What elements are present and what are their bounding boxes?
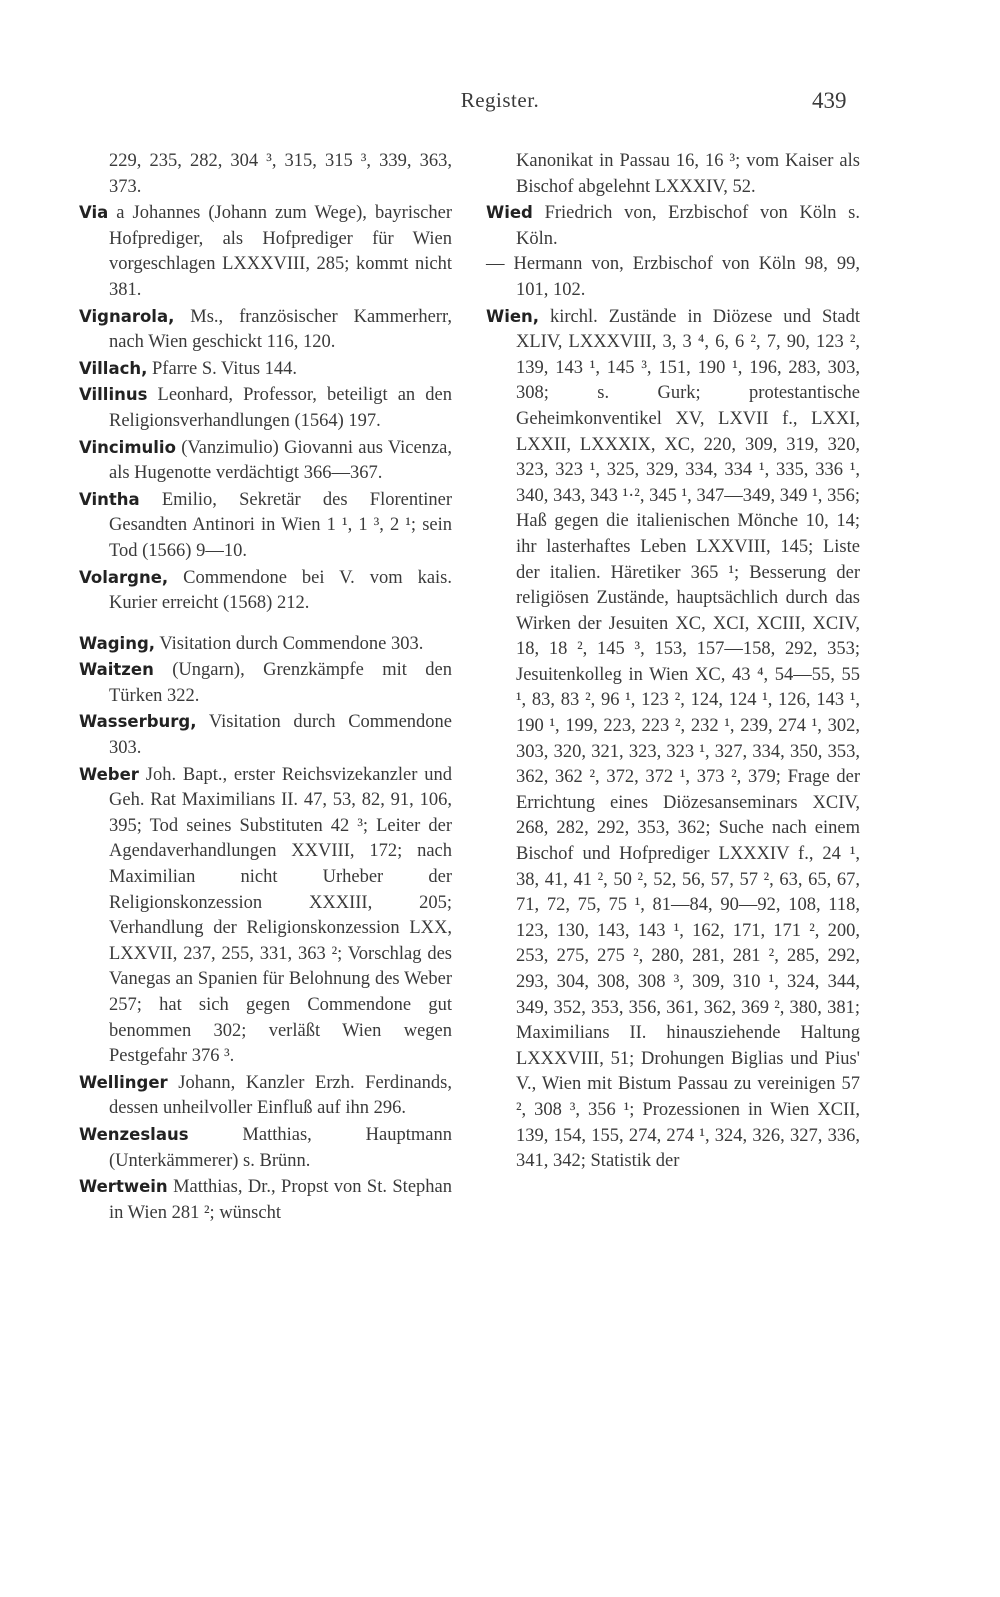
- index-headword: Via: [79, 203, 109, 223]
- index-entry-text: Leonhard, Professor, beteiligt an den Religionsverhandlungen (1564) 197.: [109, 385, 452, 431]
- index-headword: Volargne,: [79, 567, 169, 587]
- index-entry: [79, 657, 452, 709]
- index-entry: [486, 252, 860, 303]
- index-entry-text: Ms., französischer Kammerherr, nach Wien geschickt 116, 120.: [109, 306, 452, 353]
- index-entry: [79, 762, 452, 1070]
- index-entry-text: Matthias, Hauptmann (Unterkämmerer) s. Brünn.: [109, 1124, 452, 1171]
- index-headword: Vignarola,: [79, 306, 175, 326]
- index-entry: [79, 1122, 452, 1174]
- index-entry: [486, 304, 860, 1175]
- index-headword: Wertwein: [79, 1177, 168, 1197]
- index-headword: Villach,: [79, 358, 148, 378]
- right-column: [486, 149, 860, 1175]
- index-entry: [79, 304, 452, 356]
- index-entry: [486, 200, 860, 252]
- running-header: Register.: [460, 88, 540, 112]
- index-entry-text: — Hermann von, Erzbischof von Köln 98, 99, 101, 102.: [486, 254, 860, 300]
- index-headword: Vintha: [79, 489, 140, 509]
- index-headword: Waitzen: [79, 660, 154, 680]
- index-entry-text: Commendone bei V. vom kais. Kurier erreicht (1568) 212.: [109, 567, 452, 614]
- index-entry: [79, 1070, 452, 1122]
- index-entry-text: Visitation durch Commendone 303.: [109, 712, 452, 759]
- index-headword: Waging,: [79, 633, 156, 653]
- index-entry: [79, 356, 452, 383]
- index-headword: Wasserburg,: [79, 712, 197, 732]
- index-entry-text: Friedrich von, Erzbischof von Köln s. Köln.: [516, 203, 860, 249]
- index-entry: [79, 1174, 452, 1226]
- index-entry-text: Pfarre S. Vitus 144.: [147, 358, 298, 379]
- index-entry-text: (Vanzimulio) Giovanni aus Vicenza, als Hugenotte verdächtigt 366—367.: [109, 437, 452, 484]
- index-headword: Wied: [486, 203, 533, 223]
- index-entry: [79, 487, 452, 565]
- index-entry-text: Joh. Bapt., erster Reichsvizekanzler und Geh. Rat Maximilians II. 47, 53, 82, 91, 106, 395; Tod seines Substituten 42 ³; Leiter der Agendaverhandlungen XXVIII, 172; nach Maximilian nicht Urheber der Religionskonzession XXXIII, 205; Verhandlung der Religionskonzession LXX, LXXVII, 237, 255, 331, 363 ²; Vorschlag des Vanegas an Spanien für Belohnung des Weber 257; hat sich gegen Commendone gut benommen 302; verläßt Wien wegen Pestgefahr 376 ³.: [109, 764, 452, 1067]
- index-entry-text: a Johannes (Johann zum Wege), bayrischer Hofprediger, als Hofprediger für Wien vorgeschlagen LXXXVIII, 285; kommt nicht 381.: [108, 203, 452, 300]
- index-entry-text: (Ungarn), Grenzkämpfe mit den Türken 322.: [109, 660, 452, 706]
- index-entry-text: Emilio, Sekretär des Florentiner Gesandten Antinori in Wien 1 ¹, 1 ³, 2 ¹; sein Tod (1566) 9—10.: [109, 489, 452, 561]
- index-headword: Wellinger: [79, 1072, 168, 1092]
- index-headword: Wenzeslaus: [79, 1124, 189, 1144]
- left-column: [79, 149, 452, 1226]
- index-entry: [486, 149, 860, 200]
- index-entry: [79, 435, 452, 487]
- index-entry-text: Kanonikat in Passau 16, 16 ³; vom Kaiser als Bischof abgelehnt LXXXIV, 52.: [516, 151, 860, 197]
- index-entry: [79, 709, 452, 761]
- index-entry: [79, 149, 452, 200]
- index-entry: [79, 631, 452, 658]
- index-headword: Wien,: [486, 306, 540, 326]
- index-headword: Vincimulio: [79, 437, 176, 457]
- index-headword: Weber: [79, 764, 139, 784]
- index-entry: [79, 382, 452, 434]
- index-entry: [79, 200, 452, 303]
- index-entry-text: kirchl. Zustände in Diözese und Stadt XLIV, LXXXVIII, 3, 3 ⁴, 6, 6 ², 7, 90, 123 ², 139, 143 ¹, 145 ³, 151, 190 ¹, 196, 283, 303, 308; s. Gurk; protestantische Geheimkonventikel XV, LXVII f., LXXI, LXXII, LXXXIX, XC, 220, 309, 319, 320, 323, 323 ¹, 325, 329, 334, 334 ¹, 335, 336 ¹, 340, 343, 343 ¹·², 345 ¹, 347—349, 349 ¹, 356; Haß gegen die italienischen Mönche 10, 14; ihr lasterhaftes Leben LXXVIII, 145; Liste der italien. Häretiker 365 ¹; Besserung der religiösen Zustände, hauptsächlich durch das Wirken der Jesuiten XC, XCI, XCIII, XCIV, 18, 18 ², 145 ³, 153, 157—158, 292, 353; Jesuitenkolleg in Wien XC, 43 ⁴, 54—55, 55 ¹, 83, 83 ², 96 ¹, 123 ², 124, 124 ¹, 126, 143 ¹, 190 ¹, 199, 223, 223 ², 232 ¹, 239, 274 ¹, 302, 303, 320, 321, 323, 323 ¹, 327, 334, 350, 353, 362, 362 ², 372, 372 ¹, 373 ², 379; Frage der Errichtung eines Diözesanseminars XCIV, 268, 282, 292, 353, 362; Suche nach einem Bischof und Hofprediger LXXXIV f., 24 ¹, 38, 41, 41 ², 50 ², 52, 56, 57, 57 ², 63, 65, 67, 71, 72, 75, 75 ¹, 81—84, 90—92, 108, 118, 123, 130, 143, 143 ¹, 162, 171, 171 ², 200, 253, 275, 275 ², 280, 281, 281 ², 285, 292, 293, 304, 308, 308 ³, 309, 310 ¹, 324, 344, 349, 352, 353, 356, 361, 362, 369 ², 380, 381; Maximilians II. hinausziehende Haltung LXXXVIII, 51; Drohungen Biglias und Pius' V., Wien mit Bistum Passau zu vereinigen 57 ², 308 ³, 356 ¹; Prozessionen in Wien XCII, 139, 154, 155, 274, 274 ¹, 324, 326, 327, 336, 341, 342; Statistik der: [516, 306, 860, 1172]
- index-entry-text: Visitation durch Commendone 303.: [155, 633, 424, 654]
- index-headword: Villinus: [79, 385, 148, 405]
- index-entry: [79, 565, 452, 617]
- page-number: 439: [812, 88, 847, 113]
- index-entry-text: Matthias, Dr., Propst von St. Stephan in Wien 281 ²; wünscht: [109, 1177, 452, 1223]
- index-entry-text: 229, 235, 282, 304 ³, 315, 315 ³, 339, 363, 373.: [109, 151, 452, 197]
- index-entry-text: Johann, Kanzler Erzh. Ferdinands, dessen unheilvoller Einfluß auf ihn 296.: [109, 1072, 452, 1119]
